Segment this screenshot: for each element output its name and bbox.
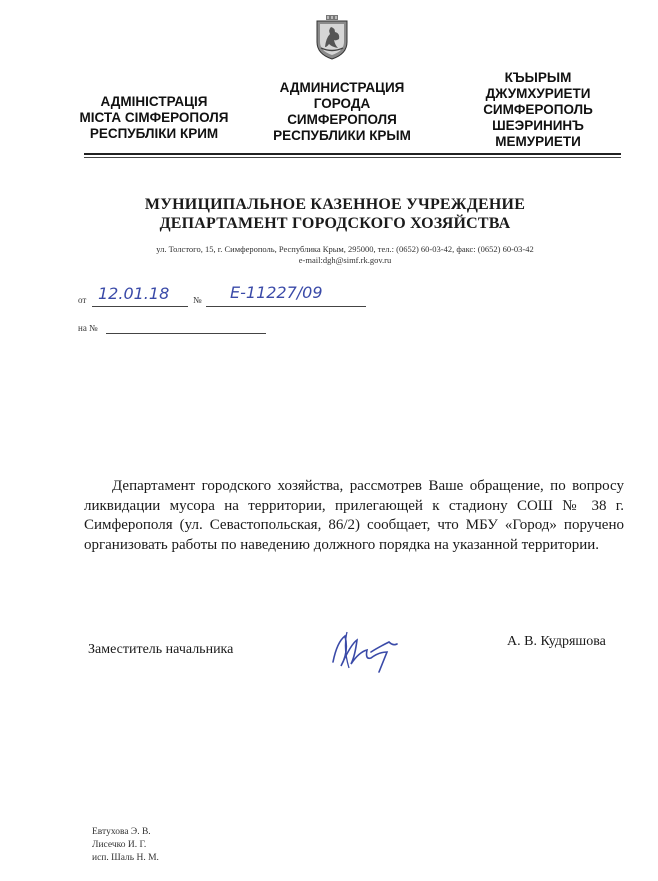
letterhead-ukrainian xyxy=(70,94,238,142)
letterhead-ukrainian-line: АДМІНІСТРАЦІЯ xyxy=(100,94,208,109)
crimea-coat-of-arms-icon xyxy=(314,14,350,60)
executors-list xyxy=(92,826,159,865)
date-line xyxy=(92,306,188,307)
letterhead-crimean-tatar-line: ДЖУМХУРИЕТИ xyxy=(485,86,591,101)
email-line: e-mail:dgh@simf.rk.gov.ru xyxy=(298,255,392,265)
executor-line: Лисечко И. Г. xyxy=(92,840,147,850)
executor-line: Евтухова Э. В. xyxy=(92,827,151,837)
department-name xyxy=(100,195,570,233)
number-label: № xyxy=(193,295,202,305)
reply-number-line xyxy=(106,333,266,334)
letterhead-russian-line: ГОРОДА xyxy=(313,96,371,111)
letterhead-ukrainian-line: РЕСПУБЛІКИ КРИМ xyxy=(89,126,219,141)
handwritten-signature xyxy=(327,622,407,678)
registration-date: 12.01.18 xyxy=(98,284,170,303)
letter-body xyxy=(84,477,624,555)
body-paragraph: Департамент городского хозяйства, рассмотрев Ваше обращение, по вопросу ликвидации мусора на территории, прилегающей к стадиону СОШ № 38 г. Симферополя (ул. Севастопольская, 86/2) сообщает, что МБУ «Город» поручено организовать работы по наведению должного порядка на указанной территории. xyxy=(84,478,624,553)
letterhead-divider-thick xyxy=(84,153,621,155)
letterhead-russian-line: АДМИНИСТРАЦИЯ xyxy=(279,80,405,95)
letterhead-crimean-tatar-line: КЪЫРЫМ xyxy=(504,70,572,85)
department-address xyxy=(90,244,600,266)
letterhead-divider-thin xyxy=(84,157,621,158)
letterhead-crimean-tatar-line: МЕМУРИЕТИ xyxy=(495,134,581,149)
letterhead-crimean-tatar-line: ШЕЭРИНИНЪ xyxy=(492,118,584,133)
registration-number: Е-11227/09 xyxy=(230,283,323,302)
letterhead-russian xyxy=(262,80,422,144)
letterhead-crimean-tatar-line: СИМФЕРОПОЛЬ xyxy=(483,102,593,117)
executor-line: исп. Шаль Н. М. xyxy=(92,853,159,863)
from-label: от xyxy=(78,295,87,305)
reply-number-label: на № xyxy=(78,323,98,333)
department-name-line2: ДЕПАРТАМЕНТ ГОРОДСКОГО ХОЗЯЙСТВА xyxy=(159,215,511,232)
signatory-title: Заместитель начальника xyxy=(88,642,234,657)
letterhead-russian-line: СИМФЕРОПОЛЯ xyxy=(287,112,397,127)
letterhead-crimean-tatar xyxy=(460,70,616,150)
letterhead-russian-line: РЕСПУБЛИКИ КРЫМ xyxy=(273,128,411,143)
letterhead-ukrainian-line: МІСТА СІМФЕРОПОЛЯ xyxy=(79,110,229,125)
department-name-line1: МУНИЦИПАЛЬНОЕ КАЗЕННОЕ УЧРЕЖДЕНИЕ xyxy=(144,196,526,213)
number-line xyxy=(206,306,366,307)
signatory-name: А. В. Кудряшова xyxy=(507,634,606,649)
address-line: ул. Толстого, 15, г. Симферополь, Республика Крым, 295000, тел.: (0652) 60-03-42, факс: (0652) 60-03-42 xyxy=(156,244,534,254)
